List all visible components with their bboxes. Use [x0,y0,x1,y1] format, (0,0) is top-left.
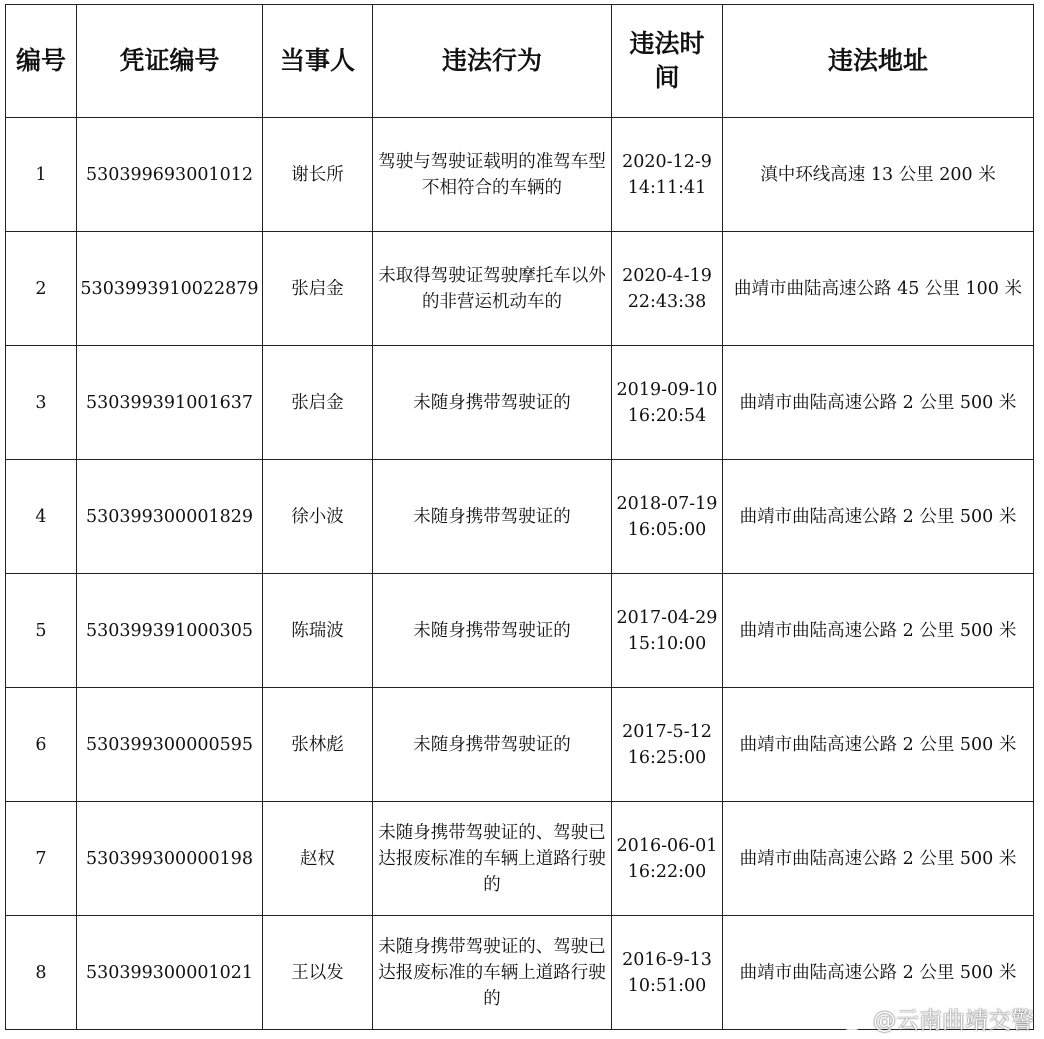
row-party: 赵权 [263,802,373,916]
watermark-text: @云南曲靖交警 [873,1008,1034,1034]
table-row [6,460,1034,574]
table-row [6,346,1034,460]
row-cert-no: 530399391001637 [77,346,263,460]
row-time [612,232,723,346]
row-address: 曲靖市曲陆高速公路 2 公里 500 米 [723,346,1034,460]
row-clock: 16:05:00 [627,519,707,540]
row-no: 6 [6,688,77,802]
row-cert-no: 530399693001012 [77,118,263,232]
row-time [612,574,723,688]
row-behavior: 未随身携带驾驶证的 [373,574,612,688]
row-cert-no: 530399300000595 [77,688,263,802]
header-time [612,5,723,118]
row-clock: 22:43:38 [627,291,707,312]
row-no: 3 [6,346,77,460]
row-address: 曲靖市曲陆高速公路 2 公里 500 米 [723,460,1034,574]
row-behavior: 未随身携带驾驶证的、驾驶已达报废标准的车辆上道路行驶的 [373,916,612,1030]
row-party: 张林彪 [263,688,373,802]
row-behavior: 未随身携带驾驶证的 [373,346,612,460]
table-row [6,574,1034,688]
table-row [6,802,1034,916]
row-party: 张启金 [263,232,373,346]
table-row [6,118,1034,232]
row-time [612,118,723,232]
row-address: 曲靖市曲陆高速公路 2 公里 500 米 [723,802,1034,916]
table-header-row [6,5,1034,118]
row-no: 4 [6,460,77,574]
header-time-line2: 间 [654,63,680,92]
row-clock: 15:10:00 [627,633,707,654]
row-party: 徐小波 [263,460,373,574]
header-time-line1: 违法时 [629,29,705,58]
row-party: 陈瑞波 [263,574,373,688]
row-no: 7 [6,802,77,916]
table-row [6,232,1034,346]
header-no: 编号 [6,5,77,118]
row-date: 2019-09-10 [616,379,718,400]
row-behavior: 未取得驾驶证驾驶摩托车以外的非营运机动车的 [373,232,612,346]
row-no: 1 [6,118,77,232]
row-date: 2016-9-13 [622,949,712,970]
row-cert-no: 530399300001021 [77,916,263,1030]
row-no: 8 [6,916,77,1030]
header-address: 违法地址 [723,5,1034,118]
row-address: 曲靖市曲陆高速公路 2 公里 500 米 [723,574,1034,688]
row-address: 滇中环线高速 13 公里 200 米 [723,118,1034,232]
row-behavior: 未随身携带驾驶证的 [373,460,612,574]
row-date: 2017-04-29 [616,607,718,628]
row-party: 张启金 [263,346,373,460]
row-date: 2017-5-12 [622,721,712,742]
row-cert-no: 530399300000198 [77,802,263,916]
header-party: 当事人 [263,5,373,118]
row-behavior: 未随身携带驾驶证的、驾驶已达报废标准的车辆上道路行驶的 [373,802,612,916]
row-date: 2016-06-01 [616,835,718,856]
row-behavior: 驾驶与驾驶证载明的准驾车型不相符合的车辆的 [373,118,612,232]
row-address: 曲靖市曲陆高速公路 2 公里 500 米 [723,688,1034,802]
row-cert-no: 530399391000305 [77,574,263,688]
row-time [612,916,723,1030]
row-clock: 14:11:41 [627,177,707,198]
table-row [6,688,1034,802]
row-no: 5 [6,574,77,688]
header-cert-no: 凭证编号 [77,5,263,118]
violations-table [5,4,1034,1030]
row-address: 曲靖市曲陆高速公路 45 公里 100 米 [723,232,1034,346]
row-address: 曲靖市曲陆高速公路 2 公里 500 米 [723,916,1034,1030]
row-cert-no: 530399300001829 [77,460,263,574]
weibo-icon [839,1007,869,1031]
row-date: 2020-4-19 [622,265,712,286]
weibo-watermark [839,1002,1034,1035]
row-time [612,460,723,574]
row-clock: 16:25:00 [627,747,707,768]
row-clock: 16:22:00 [627,861,707,882]
row-time [612,688,723,802]
row-date: 2018-07-19 [616,493,718,514]
header-behavior: 违法行为 [373,5,612,118]
row-date: 2020-12-9 [622,151,712,172]
row-cert-no: 5303993910022879 [77,232,263,346]
row-no: 2 [6,232,77,346]
row-time [612,802,723,916]
row-clock: 16:20:54 [627,405,707,426]
row-clock: 10:51:00 [627,975,707,996]
row-behavior: 未随身携带驾驶证的 [373,688,612,802]
row-party: 王以发 [263,916,373,1030]
row-time [612,346,723,460]
row-party: 谢长所 [263,118,373,232]
